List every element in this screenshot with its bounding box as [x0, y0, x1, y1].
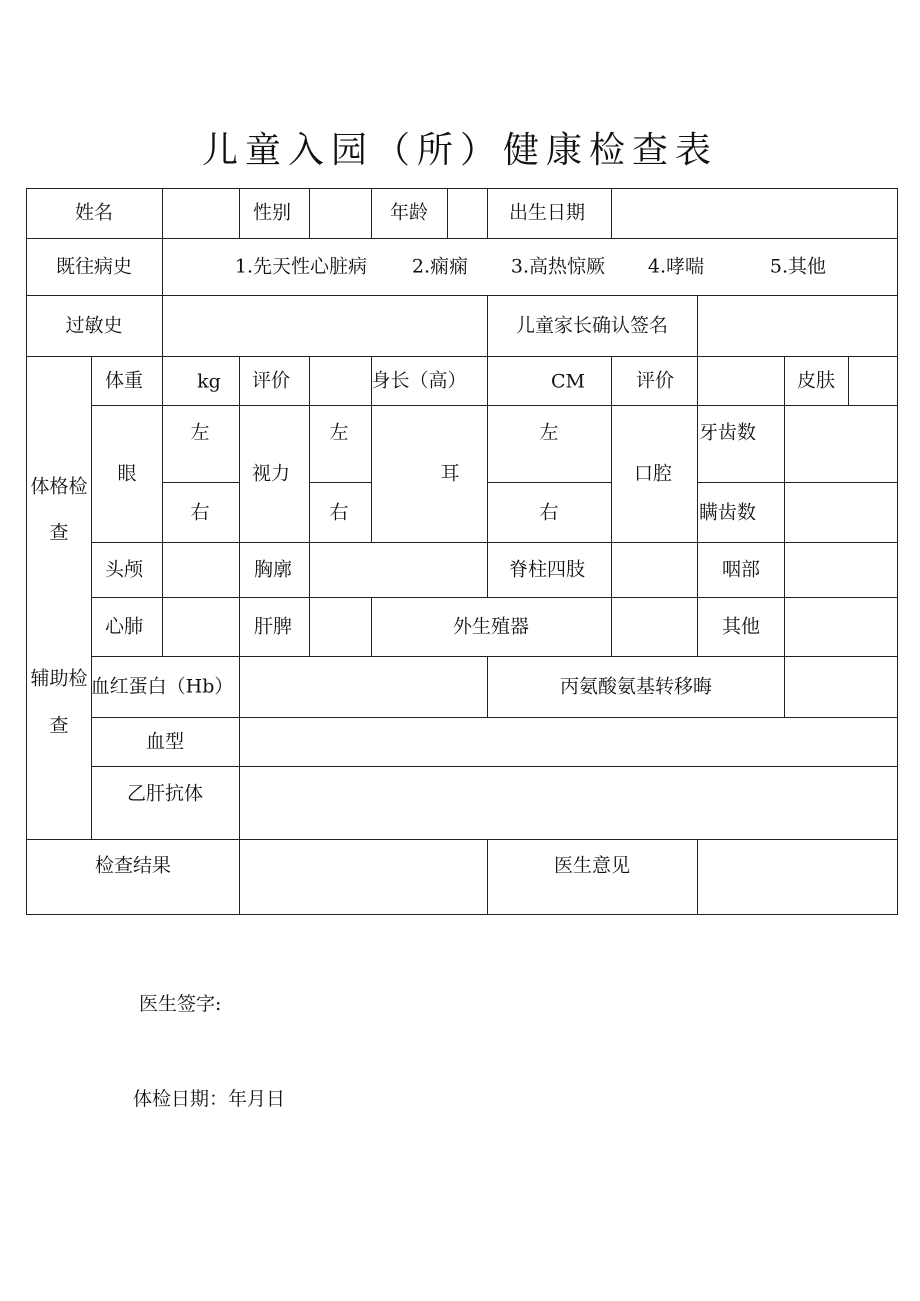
alt-field[interactable]: [785, 657, 897, 717]
weight-unit: kg: [197, 370, 221, 393]
teeth-count-label: 牙齿数: [699, 421, 757, 444]
height-eval-label: 评价: [635, 369, 675, 392]
blood-type-label: 血型: [145, 730, 185, 753]
height-unit: CM: [551, 370, 585, 393]
row-divider: [91, 656, 898, 657]
col-divider: [239, 188, 240, 238]
weight-label: 体重: [104, 369, 144, 392]
col-divider: [487, 405, 488, 542]
hb-label: 血红蛋白（Hb）: [90, 675, 234, 698]
col-divider: [162, 238, 163, 295]
history-option[interactable]: 2.痫痫: [411, 255, 469, 278]
allergy-field[interactable]: [163, 296, 487, 356]
height-label: 身长（高）: [371, 369, 467, 392]
vision-right-label[interactable]: 右: [329, 501, 349, 524]
row-divider: [487, 482, 611, 483]
gender-field[interactable]: [310, 189, 371, 238]
name-field[interactable]: [163, 189, 239, 238]
col-divider: [239, 597, 240, 656]
throat-field[interactable]: [785, 543, 897, 597]
teeth-count-field[interactable]: [785, 406, 897, 482]
genitals-field[interactable]: [612, 598, 697, 656]
table-border-bottom: [26, 914, 898, 915]
heart-lung-label: 心肺: [104, 615, 144, 638]
col-divider: [371, 405, 372, 542]
chest-field[interactable]: [310, 543, 487, 597]
table-border-right: [897, 188, 898, 915]
hepb-field[interactable]: [240, 767, 897, 839]
liver-spleen-field[interactable]: [310, 598, 371, 656]
blood-type-field[interactable]: [240, 718, 897, 766]
row-divider: [162, 482, 239, 483]
physical-section-label: 体格检: [30, 475, 88, 498]
genitals-label: 外生殖器: [452, 615, 530, 638]
col-divider: [371, 188, 372, 238]
history-label: 既往病史: [55, 255, 133, 278]
result-field[interactable]: [240, 840, 487, 914]
birthdate-field[interactable]: [612, 189, 897, 238]
weight-eval-field[interactable]: [310, 357, 371, 405]
chest-label: 胸廓: [253, 558, 293, 581]
col-divider: [309, 405, 310, 542]
parent-sign-field[interactable]: [698, 296, 897, 356]
height-eval-field[interactable]: [698, 357, 784, 405]
col-divider: [697, 597, 698, 656]
gender-label: 性别: [252, 201, 292, 224]
hepb-label: 乙肝抗体: [126, 782, 204, 805]
hb-field[interactable]: [240, 657, 487, 717]
exam-date-label: 体检日期：年月日: [133, 1088, 286, 1110]
decay-count-field[interactable]: [785, 483, 897, 542]
alt-label: 丙氨酸氨基转移晦: [559, 675, 713, 698]
col-divider: [371, 597, 372, 656]
col-divider: [162, 356, 163, 405]
auxiliary-section-label: 辅助检: [30, 667, 88, 690]
skin-label: 皮肤: [796, 369, 836, 392]
physical-section-label-cont: 查: [49, 521, 69, 544]
col-divider: [487, 656, 488, 717]
history-option[interactable]: 3.高热惊厥: [510, 255, 606, 278]
auxiliary-section-label-cont: 查: [49, 714, 69, 737]
col-divider: [239, 542, 240, 597]
heart-lung-field[interactable]: [163, 598, 239, 656]
ear-left-label[interactable]: 左: [539, 421, 559, 444]
col-divider: [697, 542, 698, 597]
col-divider: [697, 405, 698, 542]
doctor-signature-label: 医生签字:: [139, 993, 222, 1015]
age-field[interactable]: [448, 189, 487, 238]
eye-right-label[interactable]: 右: [190, 501, 210, 524]
head-label: 头颅: [104, 558, 144, 581]
throat-label: 咽部: [721, 558, 761, 581]
vision-label: 视力: [251, 462, 291, 485]
history-option[interactable]: 5.其他: [769, 255, 827, 278]
birthdate-label: 出生日期: [508, 201, 586, 224]
col-divider: [239, 405, 240, 542]
result-label: 检查结果: [94, 854, 172, 877]
spine-label: 脊柱四肢: [508, 558, 586, 581]
spine-field[interactable]: [612, 543, 697, 597]
doctor-opinion-label: 医生意见: [553, 854, 631, 877]
head-field[interactable]: [163, 543, 239, 597]
mouth-label: 口腔: [633, 462, 673, 485]
col-divider: [487, 839, 488, 914]
col-divider: [162, 405, 163, 542]
skin-field[interactable]: [849, 357, 897, 405]
liver-spleen-label: 肝脾: [253, 615, 293, 638]
history-option[interactable]: 1.先天性心脏病: [234, 255, 368, 278]
eye-left-label[interactable]: 左: [190, 421, 210, 444]
table-border-left: [26, 188, 27, 915]
doctor-opinion-field[interactable]: [698, 840, 897, 914]
vision-left-label[interactable]: 左: [329, 421, 349, 444]
age-label: 年龄: [389, 201, 429, 224]
other-field[interactable]: [785, 598, 897, 656]
eye-label: 眼: [117, 462, 137, 485]
history-option[interactable]: 4.哮喘: [647, 255, 705, 278]
col-divider: [784, 356, 785, 405]
col-divider: [239, 356, 240, 405]
col-divider: [487, 295, 488, 356]
row-divider: [91, 405, 898, 406]
ear-right-label[interactable]: 右: [539, 501, 559, 524]
col-divider: [91, 356, 92, 839]
weight-eval-label: 评价: [251, 369, 291, 392]
col-divider: [487, 188, 488, 238]
decay-count-label: 瞒齿数: [699, 501, 757, 524]
form-title: 儿童入园（所）健康检查表: [201, 130, 718, 171]
name-label: 姓名: [74, 201, 114, 224]
col-divider: [487, 356, 488, 405]
row-divider: [26, 238, 898, 239]
col-divider: [611, 405, 612, 542]
col-divider: [611, 356, 612, 405]
allergy-label: 过敏史: [65, 314, 123, 337]
row-divider: [309, 482, 371, 483]
ear-label: 耳: [440, 462, 460, 485]
col-divider: [487, 542, 488, 597]
other-label: 其他: [721, 615, 761, 638]
parent-sign-label: 儿童家长确认签名: [515, 314, 669, 337]
